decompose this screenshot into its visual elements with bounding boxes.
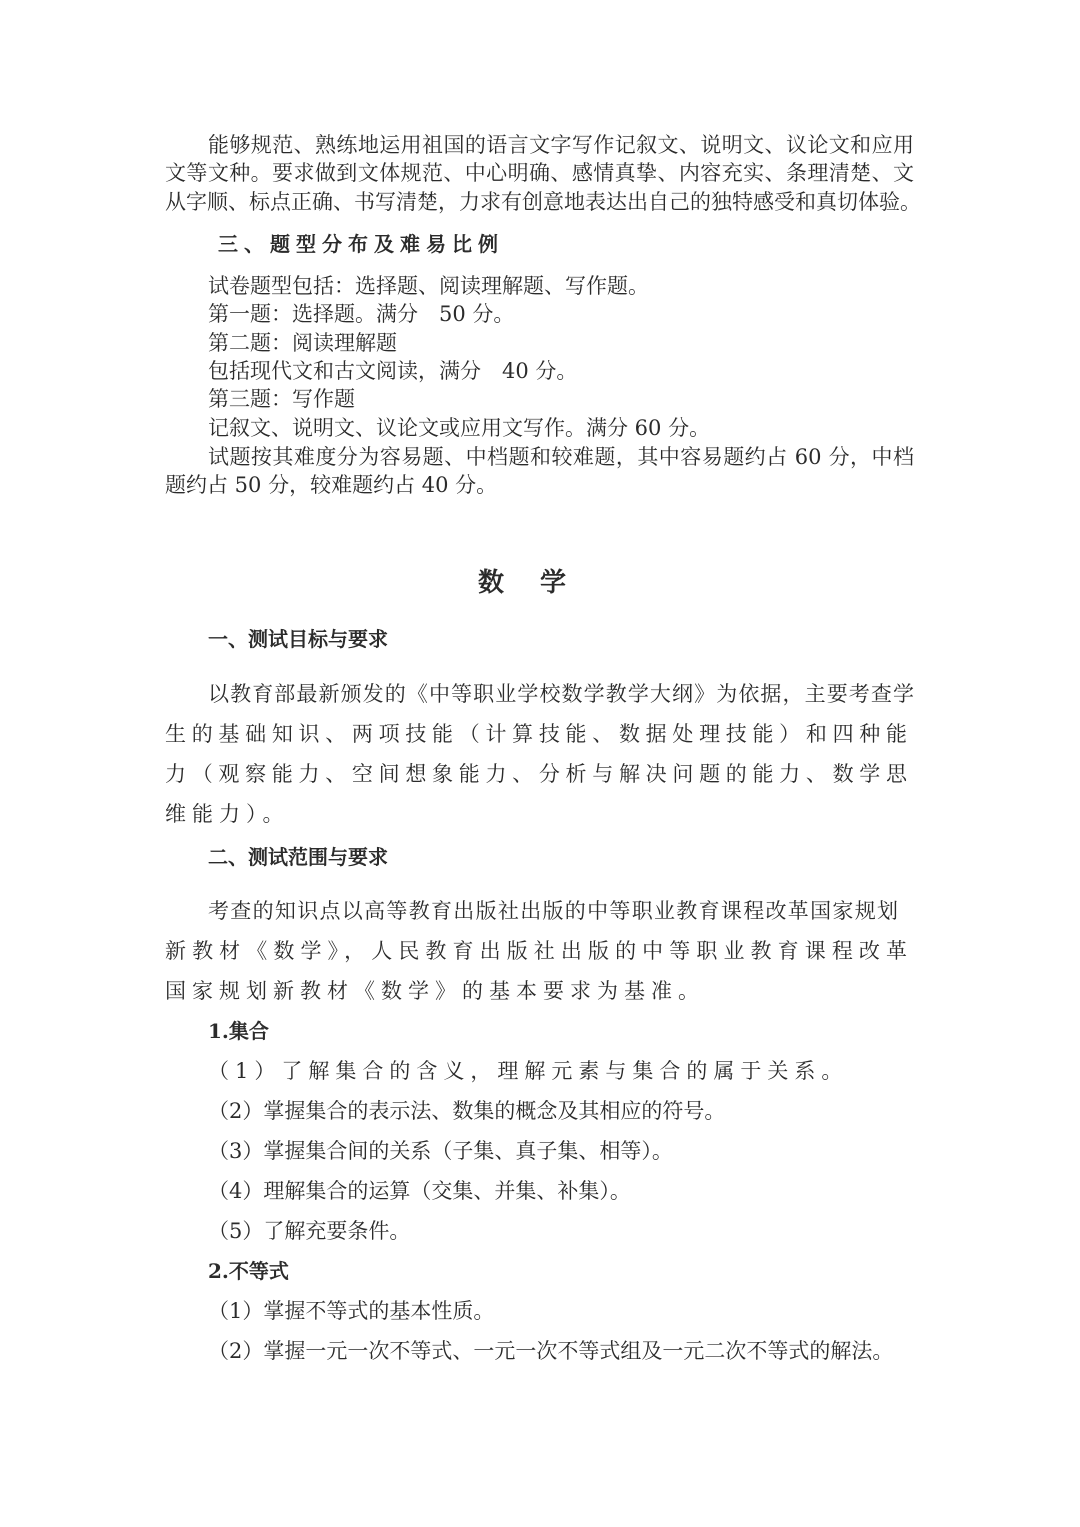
paragraph-line: 国家规划新教材《数学》的基本要求为基准。 bbox=[165, 979, 705, 1003]
paragraph-line: 生的基础知识、两项技能（计算技能、数据处理技能）和四种能 bbox=[165, 722, 907, 746]
paragraph-line: 维能力）。 bbox=[165, 802, 290, 826]
paragraph-line: 力（观察能力、空间想象能力、分析与解决问题的能力、数学思 bbox=[165, 762, 907, 786]
list-item: （1）了解集合的含义，理解元素与集合的属于关系。 bbox=[208, 1059, 849, 1083]
paragraph-line: 从字顺、标点正确、书写清楚，力求有创意地表达出自己的独特感受和真切体验。 bbox=[165, 190, 921, 214]
list-item: （2）掌握一元一次不等式、一元一次不等式组及一元二次不等式的解法。 bbox=[208, 1339, 894, 1363]
paragraph-line: 试题按其难度分为容易题、中档题和较难题，其中容易题约占 60 分，中档 bbox=[208, 445, 914, 469]
list-item: （5）了解充要条件。 bbox=[208, 1219, 411, 1243]
paragraph-line: 文等文种。要求做到文体规范、中心明确、感情真挚、内容充实、条理清楚、文 bbox=[165, 161, 914, 185]
section-heading: 二、测试范围与要求 bbox=[208, 845, 388, 869]
paragraph-line: 第二题：阅读理解题 bbox=[208, 331, 397, 355]
section-title: 数学 bbox=[477, 568, 602, 598]
paragraph-line: 第三题：写作题 bbox=[208, 387, 355, 411]
section-heading: 一、测试目标与要求 bbox=[208, 627, 388, 651]
paragraph-line: 包括现代文和古文阅读，满分 40 分。 bbox=[208, 359, 578, 383]
paragraph-line: 能够规范、熟练地运用祖国的语言文字写作记叙文、说明文、议论文和应用 bbox=[208, 133, 914, 157]
paragraph-line: 以教育部最新颁发的《中等职业学校数学教学大纲》为依据，主要考查学 bbox=[208, 682, 914, 706]
list-item: （1）掌握不等式的基本性质。 bbox=[208, 1299, 495, 1323]
list-item: （2）掌握集合的表示法、数集的概念及其相应的符号。 bbox=[208, 1099, 726, 1123]
list-item: （3）掌握集合间的关系（子集、真子集、相等）。 bbox=[208, 1139, 673, 1163]
subsection-heading: 1.集合 bbox=[208, 1019, 269, 1043]
paragraph-line: 试卷题型包括：选择题、阅读理解题、写作题。 bbox=[208, 274, 649, 298]
section-heading: 三、题型分布及难易比例 bbox=[218, 232, 504, 256]
list-item: （4）理解集合的运算（交集、并集、补集）。 bbox=[208, 1179, 631, 1203]
paragraph-line: 记叙文、说明文、议论文或应用文写作。满分 60 分。 bbox=[208, 416, 711, 440]
paragraph-line: 第一题：选择题。满分 50 分。 bbox=[208, 302, 515, 326]
subsection-heading: 2.不等式 bbox=[208, 1259, 289, 1283]
paragraph-line: 考查的知识点以高等教育出版社出版的中等职业教育课程改革国家规划 bbox=[208, 899, 898, 923]
paragraph-line: 题约占 50 分，较难题约占 40 分。 bbox=[165, 473, 498, 497]
paragraph-line: 新教材《数学》，人民教育出版社出版的中等职业教育课程改革 bbox=[165, 939, 907, 963]
